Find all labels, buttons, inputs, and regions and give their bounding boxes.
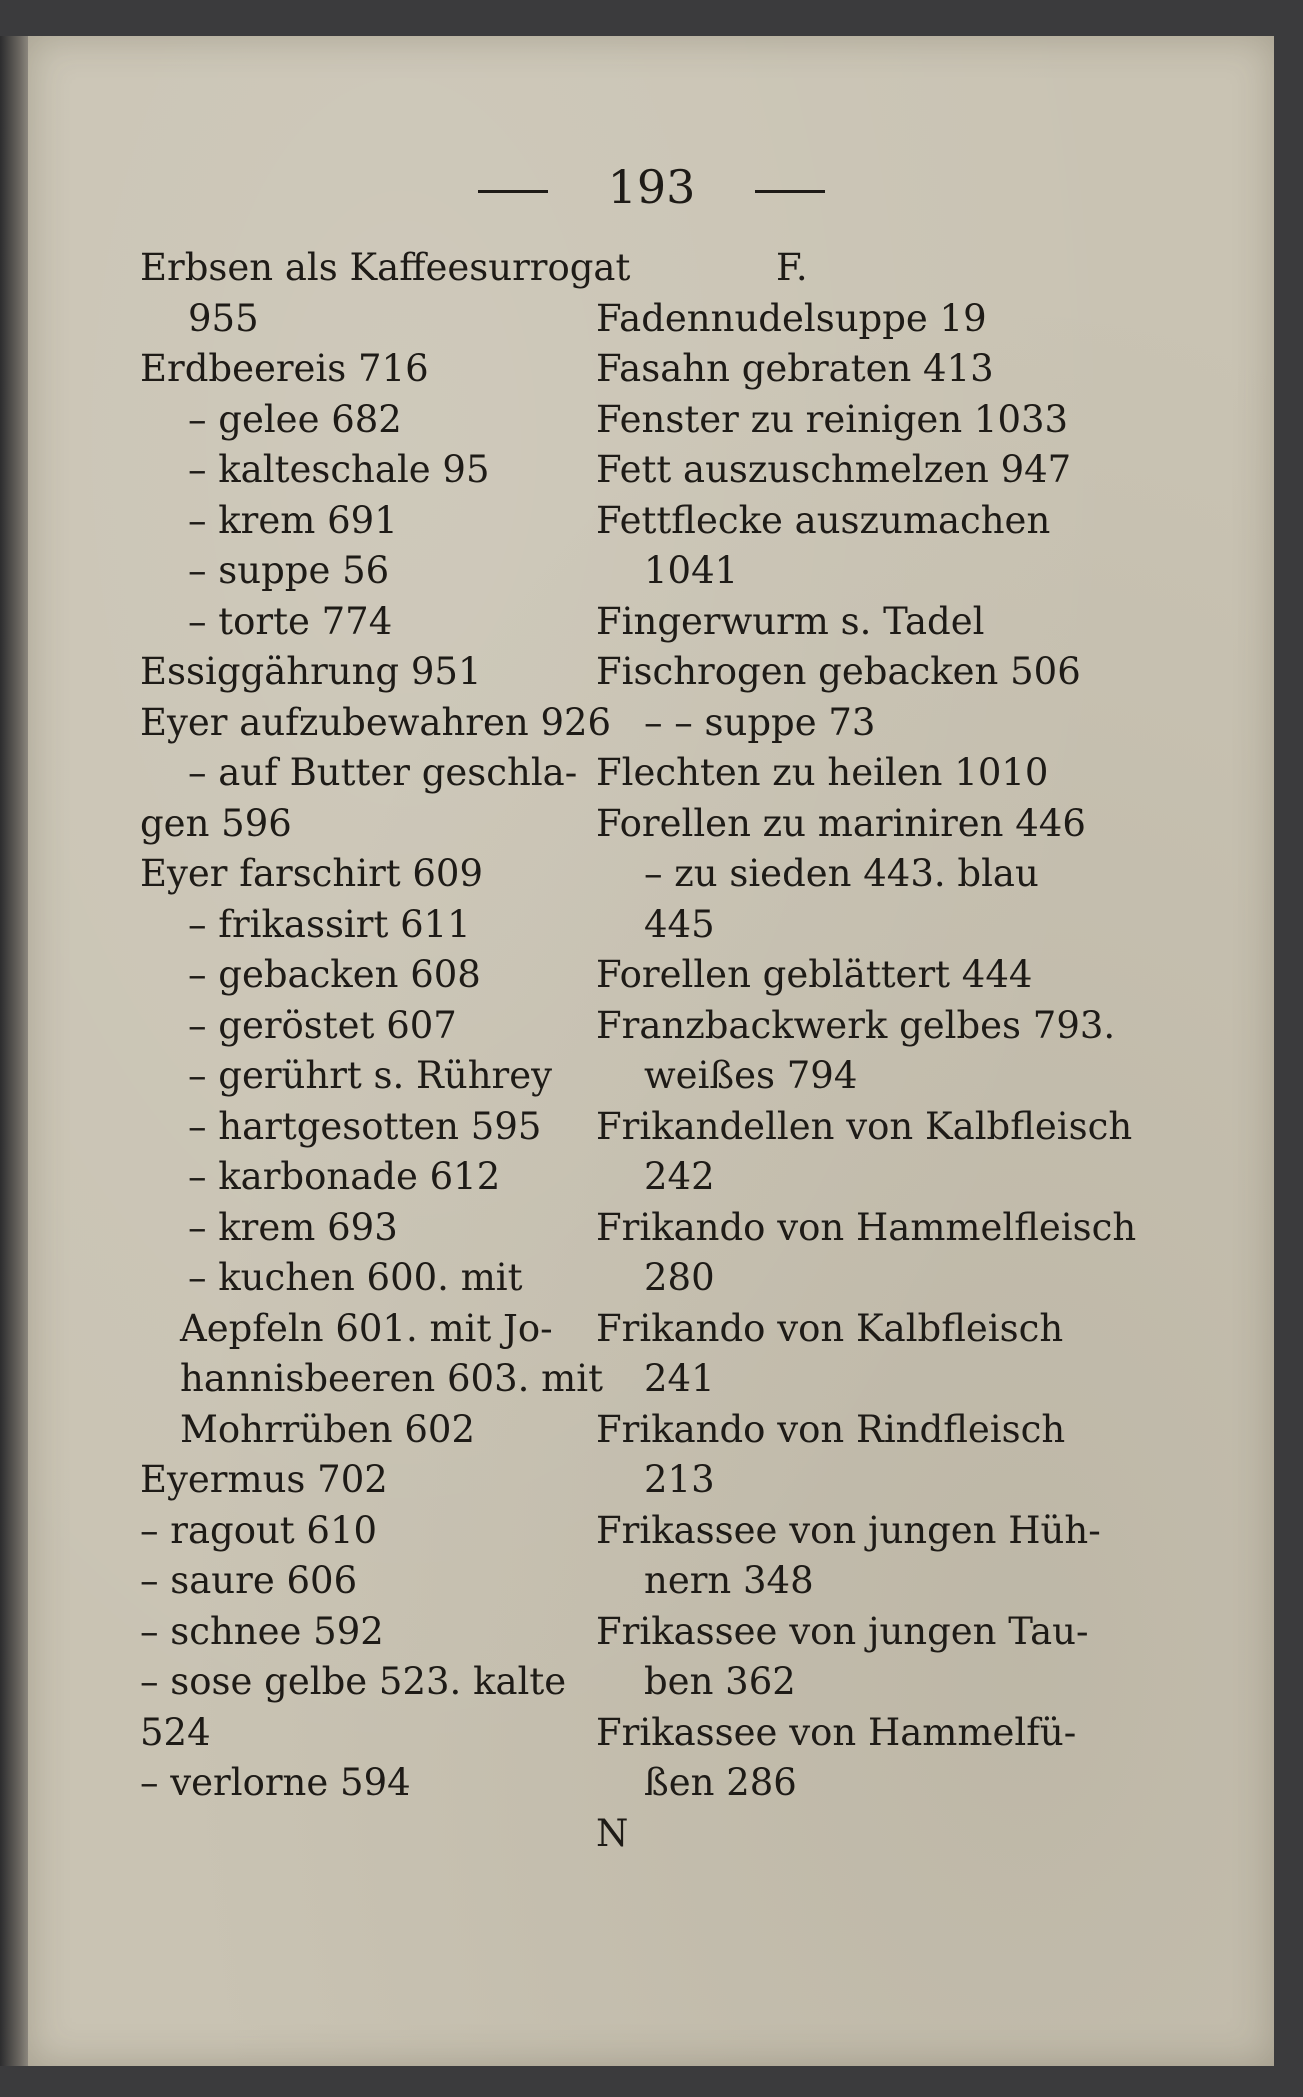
index-entry: 242 — [644, 1155, 715, 1198]
index-entry: gen 596 — [140, 801, 292, 845]
index-entry: Essiggährung 951 — [140, 650, 482, 693]
index-entry: Frikassee von Hammelfü- — [596, 1710, 1077, 1754]
index-entry: nern 348 — [644, 1559, 814, 1602]
index-entry: – gerührt s. Rührey — [188, 1054, 553, 1097]
index-entry: Frikassee von jungen Tau- — [596, 1609, 1089, 1653]
index-entry: 445 — [644, 902, 715, 946]
index-entry: – geröstet 607 — [188, 1003, 457, 1047]
header-dash-right — [755, 190, 825, 193]
index-entry: Eyer aufzubewahren 926 — [140, 700, 612, 744]
index-entry: Franzbackwerk gelbes 793. — [596, 1003, 1116, 1047]
index-entry: Fett auszuschmelzen 947 — [596, 448, 1072, 491]
index-entry: 1041 — [644, 549, 739, 592]
index-column-left — [140, 243, 631, 1809]
index-entry: – ragout 610 — [140, 1508, 378, 1552]
index-entry: Erbsen als Kaffeesurrogat — [140, 246, 631, 289]
index-entry: Frikando von Hammelfleisch — [596, 1205, 1137, 1249]
index-entry: Fischrogen gebacken 506 — [596, 650, 1081, 693]
index-entry: – auf Butter geschla- — [188, 751, 578, 794]
index-entry: F. — [776, 246, 808, 289]
index-entry: 213 — [644, 1458, 715, 1501]
index-entry: – kuchen 600. mit — [188, 1256, 523, 1299]
index-entry: – – suppe 73 — [644, 700, 876, 744]
index-entry: 524 — [140, 1710, 211, 1754]
index-entry: Fettflecke auszumachen — [596, 498, 1051, 542]
index-entry: – krem 693 — [188, 1205, 398, 1249]
page-number: 193 — [607, 160, 696, 214]
header-dash-left — [478, 190, 548, 193]
index-entry: Frikandellen von Kalbfleisch — [596, 1104, 1133, 1148]
index-entry: – gelee 682 — [188, 397, 402, 441]
index-entry: Forellen geblättert 444 — [596, 953, 1033, 996]
index-entry: Forellen zu mariniren 446 — [596, 801, 1086, 845]
index-entry: Aepfeln 601. mit Jo- — [180, 1306, 553, 1350]
index-column-right — [596, 243, 1137, 1859]
index-entry: – schnee 592 — [140, 1609, 384, 1653]
index-entry: Fingerwurm s. Tadel — [596, 599, 985, 643]
index-entry: Fasahn gebraten 413 — [596, 347, 994, 390]
index-entry: Frikando von Rindfleisch — [596, 1407, 1066, 1451]
index-entry: 241 — [644, 1357, 715, 1400]
index-entry: 955 — [188, 296, 259, 340]
index-entry: Fenster zu reinigen 1033 — [596, 397, 1069, 441]
index-entry: Frikando von Kalbfleisch — [596, 1306, 1064, 1350]
index-entry: ßen 286 — [644, 1761, 797, 1804]
index-entry: – kalteschale 95 — [188, 448, 490, 491]
index-entry: hannisbeeren 603. mit — [180, 1357, 603, 1400]
index-entry: – suppe 56 — [188, 549, 390, 592]
index-entry: Erdbeereis 716 — [140, 347, 429, 390]
page-header — [0, 160, 1303, 214]
index-entry: – hartgesotten 595 — [188, 1104, 542, 1148]
index-entry: Flechten zu heilen 1010 — [596, 751, 1049, 794]
index-entry: – frikassirt 611 — [188, 902, 471, 946]
index-entry: 280 — [644, 1256, 715, 1299]
index-entry: N — [596, 1811, 629, 1855]
index-entry: Eyermus 702 — [140, 1458, 388, 1501]
index-entry: Eyer farschirt 609 — [140, 852, 484, 895]
index-entry: Frikassee von jungen Hüh- — [596, 1508, 1101, 1552]
index-entry: – karbonade 612 — [188, 1155, 501, 1198]
index-entry: – krem 691 — [188, 498, 398, 542]
index-entry: – zu sieden 443. blau — [644, 852, 1039, 895]
index-entry: Fadennudelsuppe 19 — [596, 296, 987, 340]
index-entry: – torte 774 — [188, 599, 393, 643]
index-entry: – gebacken 608 — [188, 953, 481, 996]
index-entry: weißes 794 — [644, 1054, 858, 1097]
index-entry: – verlorne 594 — [140, 1761, 411, 1804]
index-entry: Mohrrüben 602 — [180, 1407, 475, 1451]
index-entry: – saure 606 — [140, 1559, 358, 1602]
index-entry: ben 362 — [644, 1660, 796, 1703]
index-entry: – sose gelbe 523. kalte — [140, 1660, 567, 1703]
